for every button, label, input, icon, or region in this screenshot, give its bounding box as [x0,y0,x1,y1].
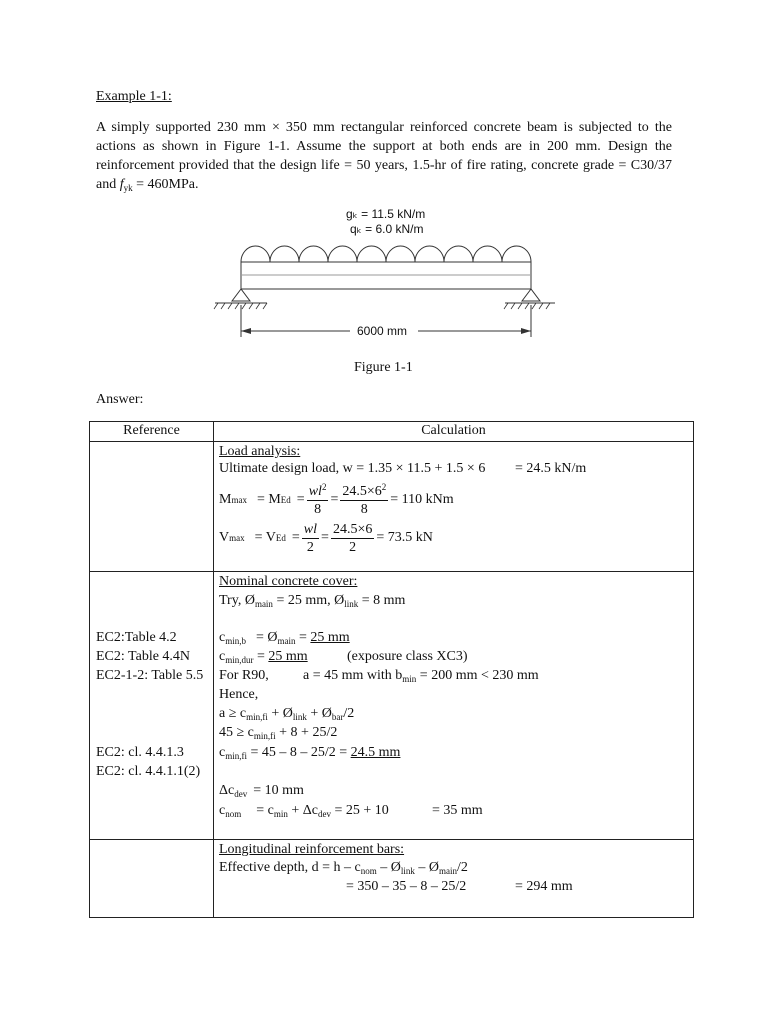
try-text-b: = 25 mm, Ø [272,593,345,608]
table-row-concrete-cover [90,572,694,840]
r90-axis-distance [303,667,539,685]
calculation-table [89,421,694,918]
cmindur-subscript: min,dur [225,655,254,665]
v-frac1-den: 2 [306,539,314,555]
fyk-subscript: yk [123,183,133,193]
table-header-row [90,422,694,442]
cnom-symbol: c [219,803,226,818]
calc-cell-load [214,442,694,572]
table-row-longitudinal [90,840,694,918]
load-heading: Load analysis: [219,444,301,459]
m-frac2-den: 8 [360,501,368,517]
v-equals-ved: = V [254,530,276,545]
cmin-dur-line [219,648,308,666]
dc-value: = 10 mm [253,783,304,798]
r90-label: For R90, [219,668,269,683]
cmindur-equals: = [253,649,269,664]
ref-cell-cover [90,572,214,840]
v-fraction-1 [302,521,319,556]
answer-label: Answer: [96,392,144,407]
cminfi-subscript: min,fi [225,751,247,761]
r90-text-b: = 200 mm < 230 mm [416,668,539,683]
cnom-equals: = c [256,803,274,818]
m-equals-med: = M [256,492,281,507]
v-frac2-den: 2 [349,539,357,555]
m-equals-1: = [296,492,305,507]
ineq2-a: 45 ≥ c [219,725,254,740]
ref-cell-load [90,442,214,572]
try-bar-sizes [219,592,405,610]
delta-c-dev-line [219,782,304,800]
ref-ec2-table-4-4n: EC2: Table 4.4N [96,649,191,664]
v-frac2-num: 24.5×6 [332,521,373,537]
qk-label: qₖ = 6.0 kN/m [350,222,424,236]
axis-distance-substituted [219,724,337,742]
hence-label: Hence, [219,687,259,702]
calc-cell-longitudinal [214,840,694,918]
cmin-b-line [219,629,350,647]
v-result: = 73.5 kN [376,530,433,545]
v-equals-2: = [321,530,329,545]
m-frac1-sup: 2 [321,481,327,492]
span-label: 6000 mm [357,324,408,338]
dc-symbol: Δc [219,783,235,798]
cnom-subscript: nom [225,809,242,819]
effective-depth-substituted: = 350 – 35 – 8 – 25/2 [346,879,467,894]
m-symbol: M [219,492,232,507]
d-sub-nom: nom [360,866,377,876]
fyk-symbol: f [119,177,124,192]
v-frac1-num: wl [303,521,318,537]
beam-diagram [210,205,555,350]
cmindur-value: 25 mm [268,649,308,664]
effective-depth-formula [219,859,468,877]
ineq1-b: + Ø [267,706,293,721]
m-frac1-den: 8 [314,501,322,517]
m-fraction-2 [340,483,388,518]
cminfi-equation: = 45 – 8 – 25/2 = [246,745,351,760]
try-text-c: = 8 mm [358,593,406,608]
effective-depth-result: = 294 mm [515,879,573,894]
cnom-line [219,802,389,820]
problem-statement [96,118,672,194]
ineq2-sub: min,fi [253,731,276,741]
ineq1-sub-minfi: min,fi [246,712,268,722]
header-calculation: Calculation [214,422,694,442]
fyk-value: = 460MPa. [132,177,199,192]
header-reference: Reference [90,422,214,442]
cnom-plus: + Δc [287,803,318,818]
ineq1-sub-bar: bar [331,712,344,722]
cmin-fi-result [219,744,400,762]
ineq1-sub-link: link [292,712,307,722]
cminfi-symbol: c [219,745,226,760]
ref-ec2-1-2-table-5-5: EC2-1-2: Table 5.5 [96,668,204,683]
r90-text-a: a = 45 mm with b [303,668,403,683]
cminfi-value: 24.5 mm [350,745,401,760]
m-fraction-1 [307,483,329,518]
cminb-eq2: = [295,630,311,645]
axis-distance-inequality [219,705,354,723]
ref-ec2-cl-4-4-1-1-2: EC2: cl. 4.4.1.1(2) [96,764,201,779]
calc-cell-cover [214,572,694,840]
ineq2-b: + 8 + 25/2 [275,725,338,740]
ineq1-d: /2 [343,706,355,721]
try-sub-main: main [254,599,273,609]
cnom-dev-sub: dev [317,809,331,819]
gk-label: gₖ = 11.5 kN/m [346,207,426,221]
ultimate-load-result: = 24.5 kN/m [515,461,587,476]
d-text-b: – Ø [376,860,401,875]
dc-subscript: dev [234,789,248,799]
ref-cell-longitudinal [90,840,214,918]
cnom-result: = 35 mm [432,803,483,818]
ineq1-a: a ≥ c [219,706,247,721]
exposure-class-note: (exposure class XC3) [347,649,468,664]
m-frac2-sup: 2 [381,481,387,492]
ultimate-load-formula: Ultimate design load, w = 1.35 × 11.5 + 1.5 × 6 [219,461,486,476]
figure-caption: Figure 1-1 [354,360,413,375]
longitudinal-heading: Longitudinal reinforcement bars: [219,842,405,857]
d-text-d: /2 [457,860,468,875]
cminb-equals: = Ø [255,630,278,645]
cnom-min-sub: min [273,809,288,819]
v-equals-1: = [291,530,300,545]
cminb-symbol: c [219,630,226,645]
cover-heading: Nominal concrete cover: [219,574,358,589]
cmindur-symbol: c [219,649,226,664]
cnom-sum: = 25 + 10 [330,803,389,818]
v-symbol: V [219,530,230,545]
v-fraction-2 [331,521,374,556]
m-frac1-num: wl [308,483,322,499]
try-text-a: Try, Ø [219,593,255,608]
cminb-main-sub: main [277,636,296,646]
m-frac2-num: 24.5×6 [342,483,382,499]
table-row-load-analysis [90,442,694,572]
d-text-c: – Ø [414,860,440,875]
cminb-value: 25 mm [310,630,350,645]
problem-text: A simply supported 230 mm × 350 mm rectangular reinforced concrete beam is subjected to the actions as shown in Figure 1-1. Assume the support at both ends are in 200 mm. Design the reinforcement provided that the design life = 50 years, 1.5-hr of fire rating, concrete grade = C30/37 and [96,120,672,192]
example-title: Example 1-1: [96,89,172,104]
cminb-subscript: min,b [225,636,246,646]
shear-equation: V max = V Ed = $\frac{wl}{2}$ = $\frac{24.5\times 6}{2}$ = 73.5 kN [219,521,433,555]
d-sub-link: link [400,866,415,876]
try-sub-link: link [344,599,359,609]
m-result: = 110 kNm [390,492,454,507]
ineq1-c: + Ø [306,706,332,721]
moment-equation: M max = M Ed = $\frac{wl^2}{8}$ = $\frac{24.5\times 6^2}{8}$ = 110 kNm [219,481,454,517]
ref-ec2-table-4-2: EC2:Table 4.2 [96,630,177,645]
r90-bmin-sub: min [402,674,417,684]
ref-ec2-cl-4-4-1-3: EC2: cl. 4.4.1.3 [96,745,184,760]
d-text-a: Effective depth, d = h – c [219,860,361,875]
m-equals-2: = [330,492,339,507]
d-sub-main: main [439,866,458,876]
